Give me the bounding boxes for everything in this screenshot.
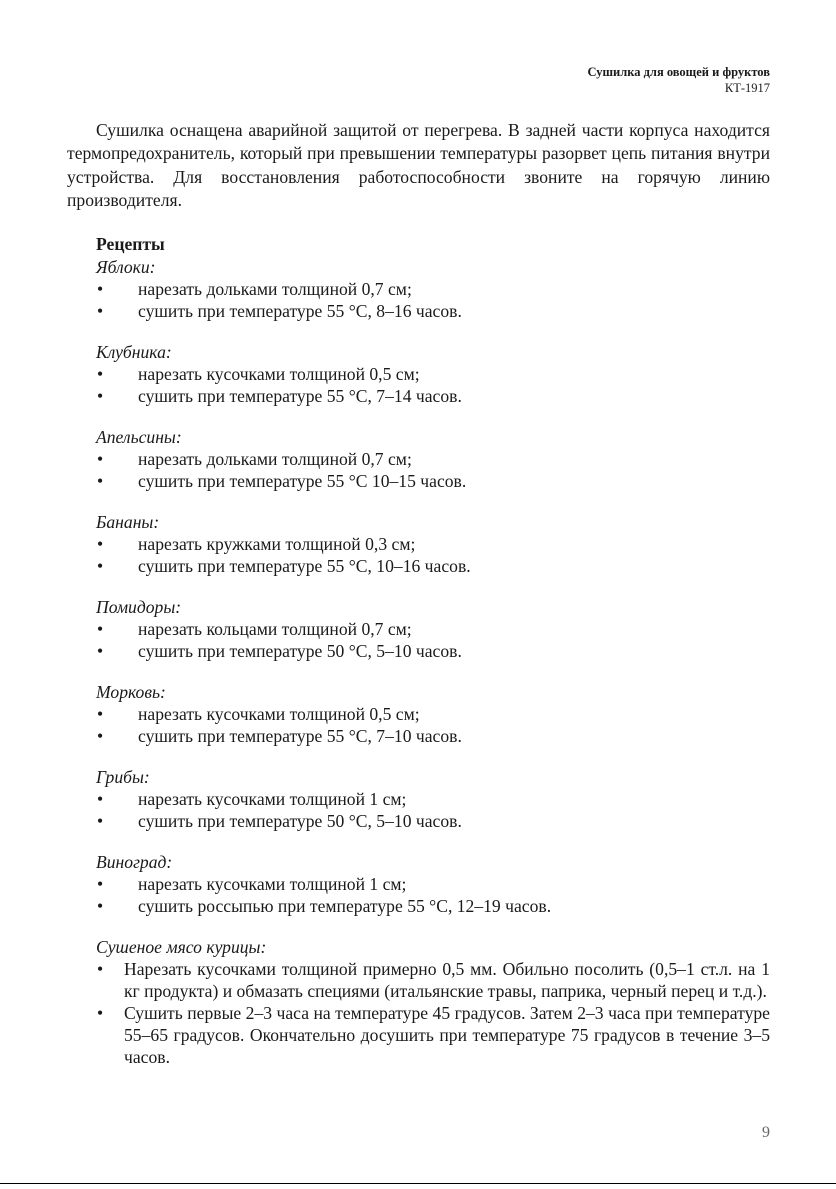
list-item bbox=[67, 873, 770, 895]
step-text: нарезать кольцами толщиной 0,7 см; bbox=[138, 618, 412, 639]
bullet: • bbox=[97, 895, 104, 916]
recipe-block bbox=[67, 766, 770, 832]
bullet: • bbox=[97, 278, 104, 299]
recipe-steps bbox=[67, 363, 770, 407]
list-item bbox=[67, 363, 770, 385]
step-text: сушить при температуре 55 °С 10–15 часов. bbox=[138, 470, 467, 491]
recipe-block bbox=[67, 681, 770, 747]
list-item bbox=[67, 470, 770, 492]
step-text: нарезать дольками толщиной 0,7 см; bbox=[138, 448, 412, 469]
recipe-block bbox=[67, 256, 770, 322]
recipes-heading: Рецепты bbox=[96, 233, 165, 254]
recipe-name: Яблоки: bbox=[96, 256, 156, 277]
list-item bbox=[67, 1002, 770, 1069]
step-text: сушить при температуре 50 °С, 5–10 часов. bbox=[138, 810, 462, 831]
bullet: • bbox=[97, 1003, 104, 1024]
recipe-name: Бананы: bbox=[96, 511, 160, 532]
recipe-name: Апельсины: bbox=[96, 426, 182, 447]
bullet: • bbox=[97, 555, 104, 576]
step-text: нарезать кружками толщиной 0,3 см; bbox=[138, 533, 416, 554]
list-item bbox=[67, 448, 770, 470]
step-text: нарезать кусочками толщиной 1 см; bbox=[138, 873, 407, 894]
recipe-block bbox=[67, 851, 770, 917]
model-number: КТ-1917 bbox=[724, 81, 770, 95]
list-item bbox=[67, 385, 770, 407]
recipe-steps bbox=[67, 448, 770, 492]
bullet: • bbox=[97, 300, 104, 321]
recipe-steps bbox=[67, 278, 770, 322]
recipe-block bbox=[67, 511, 770, 577]
list-item bbox=[67, 895, 770, 917]
list-item bbox=[67, 958, 770, 1002]
recipe-steps bbox=[67, 788, 770, 832]
recipe-steps bbox=[67, 958, 770, 1069]
recipe-block bbox=[67, 426, 770, 492]
recipe-name: Клубника: bbox=[96, 341, 172, 362]
recipe-steps bbox=[67, 533, 770, 577]
bullet: • bbox=[97, 873, 104, 894]
step-text: нарезать кусочками толщиной 0,5 см; bbox=[138, 363, 420, 384]
list-item bbox=[67, 725, 770, 747]
recipe-steps bbox=[67, 873, 770, 917]
step-text: нарезать кусочками толщиной 0,5 см; bbox=[138, 703, 420, 724]
list-item bbox=[67, 788, 770, 810]
recipe-name: Сушеное мясо курицы: bbox=[96, 936, 267, 957]
bullet: • bbox=[97, 725, 104, 746]
bullet: • bbox=[97, 618, 104, 639]
step-text: сушить при температуре 55 °С, 10–16 часов. bbox=[138, 555, 471, 576]
page-number: 9 bbox=[762, 1124, 770, 1141]
list-item bbox=[67, 300, 770, 322]
recipe-name: Морковь: bbox=[96, 681, 166, 702]
recipe-steps bbox=[67, 618, 770, 662]
step-text: сушить при температуре 55 °С, 7–14 часов. bbox=[138, 385, 462, 406]
list-item bbox=[67, 533, 770, 555]
bullet: • bbox=[97, 958, 104, 979]
intro-paragraph: Сушилка оснащена аварийной защитой от перегрева. В задней части корпуса находится термопредохранитель, который при превышении температуры разорвет цепь питания внутри устройства. Для восстановления работоспособности звоните на горячую линию производителя. bbox=[67, 120, 770, 211]
page-header bbox=[587, 64, 770, 96]
recipes-list bbox=[67, 256, 770, 917]
list-item bbox=[67, 810, 770, 832]
step-text: Сушить первые 2–3 часа на температуре 45 градусов. Затем 2–3 часа при температуре 55–65 градусов. Окончательно досушить при температуре 75 градусов в течение 3–5 часов. bbox=[124, 1003, 770, 1068]
recipe-name: Виноград: bbox=[96, 851, 173, 872]
recipe-block bbox=[67, 341, 770, 407]
recipe-name: Грибы: bbox=[96, 766, 150, 787]
bullet: • bbox=[97, 533, 104, 554]
bottom-divider bbox=[0, 1183, 836, 1184]
step-text: Нарезать кусочками толщиной примерно 0,5 мм. Обильно посолить (0,5–1 ст.л. на 1 кг продукта) и обмазать специями (итальянские травы, паприка, черный перец и т.д.). bbox=[124, 958, 770, 1001]
recipe-steps bbox=[67, 703, 770, 747]
step-text: нарезать кусочками толщиной 1 см; bbox=[138, 788, 407, 809]
bullet: • bbox=[97, 810, 104, 831]
list-item bbox=[67, 703, 770, 725]
recipe-name: Помидоры: bbox=[96, 596, 182, 617]
list-item bbox=[67, 618, 770, 640]
step-text: нарезать дольками толщиной 0,7 см; bbox=[138, 278, 412, 299]
document-title: Сушилка для овощей и фруктов bbox=[587, 65, 770, 79]
bullet: • bbox=[97, 640, 104, 661]
step-text: сушить при температуре 55 °С, 8–16 часов. bbox=[138, 300, 462, 321]
list-item bbox=[67, 555, 770, 577]
bullet: • bbox=[97, 470, 104, 491]
recipe-block bbox=[67, 596, 770, 662]
step-text: сушить при температуре 50 °С, 5–10 часов. bbox=[138, 640, 462, 661]
bullet: • bbox=[97, 703, 104, 724]
bullet: • bbox=[97, 448, 104, 469]
page-content bbox=[67, 119, 770, 1088]
list-item bbox=[67, 640, 770, 662]
list-item bbox=[67, 278, 770, 300]
step-text: сушить при температуре 55 °С, 7–10 часов. bbox=[138, 725, 462, 746]
bullet: • bbox=[97, 385, 104, 406]
recipe-chicken bbox=[67, 936, 770, 1069]
bullet: • bbox=[97, 363, 104, 384]
bullet: • bbox=[97, 788, 104, 809]
step-text: сушить россыпью при температуре 55 °С, 12–19 часов. bbox=[138, 895, 552, 916]
